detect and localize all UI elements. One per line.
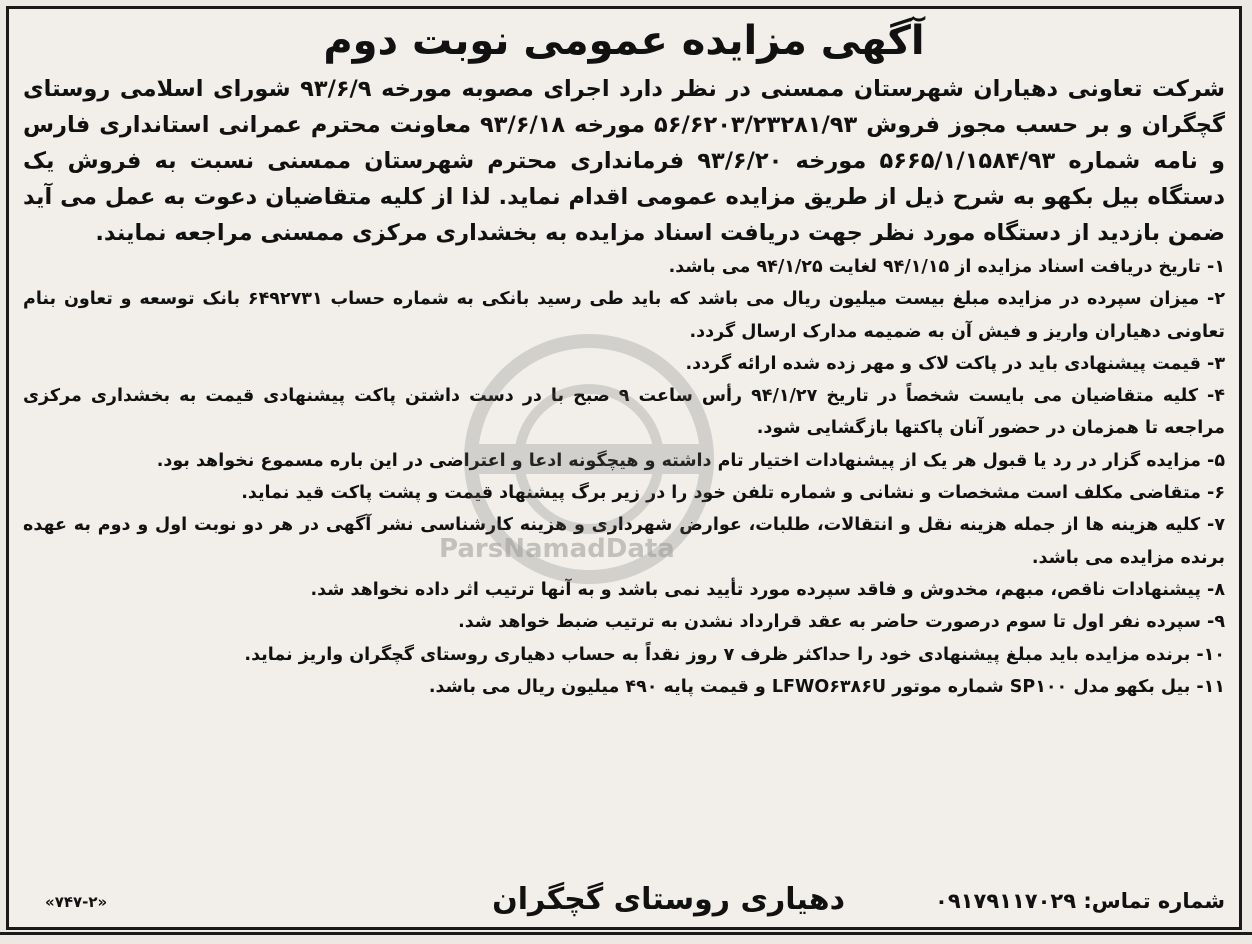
ad-code: «۷۴۷-۲» bbox=[45, 893, 108, 911]
notice-title: آگهی مزایده عمومی نوبت دوم bbox=[323, 18, 925, 64]
signature: دهیاری روستای گچگران bbox=[492, 882, 845, 917]
condition-item: ۳- قیمت پیشنهادی باید در پاکت لاک و مهر زده شده ارائه گردد. bbox=[685, 353, 1225, 374]
contact-phone: شماره تماس: ۰۹۱۷۹۱۱۷۰۲۹ bbox=[935, 889, 1225, 913]
conditions-list bbox=[9, 251, 1239, 703]
bottom-divider bbox=[0, 932, 1252, 935]
condition-item: ۱- تاریخ دریافت اسناد مزایده از ۹۴/۱/۱۵ لغایت ۹۴/۱/۲۵ می باشد. bbox=[668, 257, 1225, 277]
condition-item: ۵- مزایده گزار در رد یا قبول هر یک از پیشنهادات اختیار تام داشته و هیچگونه ادعا و اعتراضی در این باره مسموع نخواهد بود. bbox=[156, 450, 1225, 471]
condition-item: ۲- میزان سپرده در مزایده مبلغ بیست میلیون ریال می باشد که باید طی رسید بانکی به شماره حساب ۶۴۹۲۷۳۱ بانک توسعه و تعاون بنام تعاونی دهیاران واریز و فیش آن به ضمیمه مدارک ارسال گردد. bbox=[23, 289, 1225, 342]
auction-notice bbox=[6, 6, 1242, 930]
notice-intro: شرکت تعاونی دهیاران شهرستان ممسنی در نظر دارد اجرای مصوبه مورخه ۹۳/۶/۹ شورای اسلامی روستای گچگران و بر حسب مجوز فروش ۵۶/۶۲۰۳/۲۳۲۸۱/۹۳ مورخه ۹۳/۶/۱۸ معاونت محترم عمرانی استانداری فارس و نامه شماره ۵۶۶۵/۱/۱۵۸۴/۹۳ مورخه ۹۳/۶/۲۰ فرمانداری محترم شهرستان ممسنی نسبت به فروش یک دستگاه بیل بکهو به شرح ذیل از طریق مزایده عمومی اقدام نماید. لذا از کلیه متقاضیان دعوت به عمل می آید ضمن بازدید از دستگاه مورد نظر جهت دریافت اسناد مزایده به بخشداری مرکزی ممسنی مراجعه نمایند. bbox=[23, 76, 1225, 246]
condition-item: ۸- پیشنهادات ناقص، مبهم، مخدوش و فاقد سپرده مورد تأیید نمی باشد و به آنها ترتیب اثر داده نخواهد شد. bbox=[310, 579, 1225, 600]
watermark-text: ParsNamadData bbox=[439, 534, 675, 564]
notice-footer bbox=[23, 873, 1225, 917]
condition-item: ۹- سپرده نفر اول تا سوم درصورت حاضر به عقد قرارداد نشدن به ترتیب ضبط خواهد شد. bbox=[458, 612, 1225, 633]
condition-item: ۷- کلیه هزینه ها از جمله هزینه نقل و انتقالات، طلبات، عوارض شهرداری و هزینه کارشناسی نشر آگهی در هر دو نوبت اول و دوم به عهده برنده مزایده می باشد. bbox=[23, 515, 1225, 568]
condition-item: ۴- کلیه متقاضیان می بایست شخصاً در تاریخ ۹۴/۱/۲۷ رأس ساعت ۹ صبح با در دست داشتن پاکت پیشنهادی قیمت به بخشداری مرکزی مراجعه تا همزمان در حضور آنان پاکتها بازگشایی شود. bbox=[23, 386, 1225, 439]
condition-item: ۱۰- برنده مزایده باید مبلغ پیشنهادی خود را حداکثر ظرف ۷ روز نقداً به حساب دهیاری روستای گچگران واریز نماید. bbox=[244, 644, 1225, 665]
condition-item: ۱۱- بیل بکهو مدل SP۱۰۰ شماره موتور LFWO۶۳۸۶U و قیمت پایه ۴۹۰ میلیون ریال می باشد. bbox=[428, 676, 1225, 697]
condition-item: ۶- متقاضی مکلف است مشخصات و نشانی و شماره تلفن خود را در زیر برگ پیشنهاد قیمت و پشت پاکت قید نماید. bbox=[241, 483, 1225, 504]
